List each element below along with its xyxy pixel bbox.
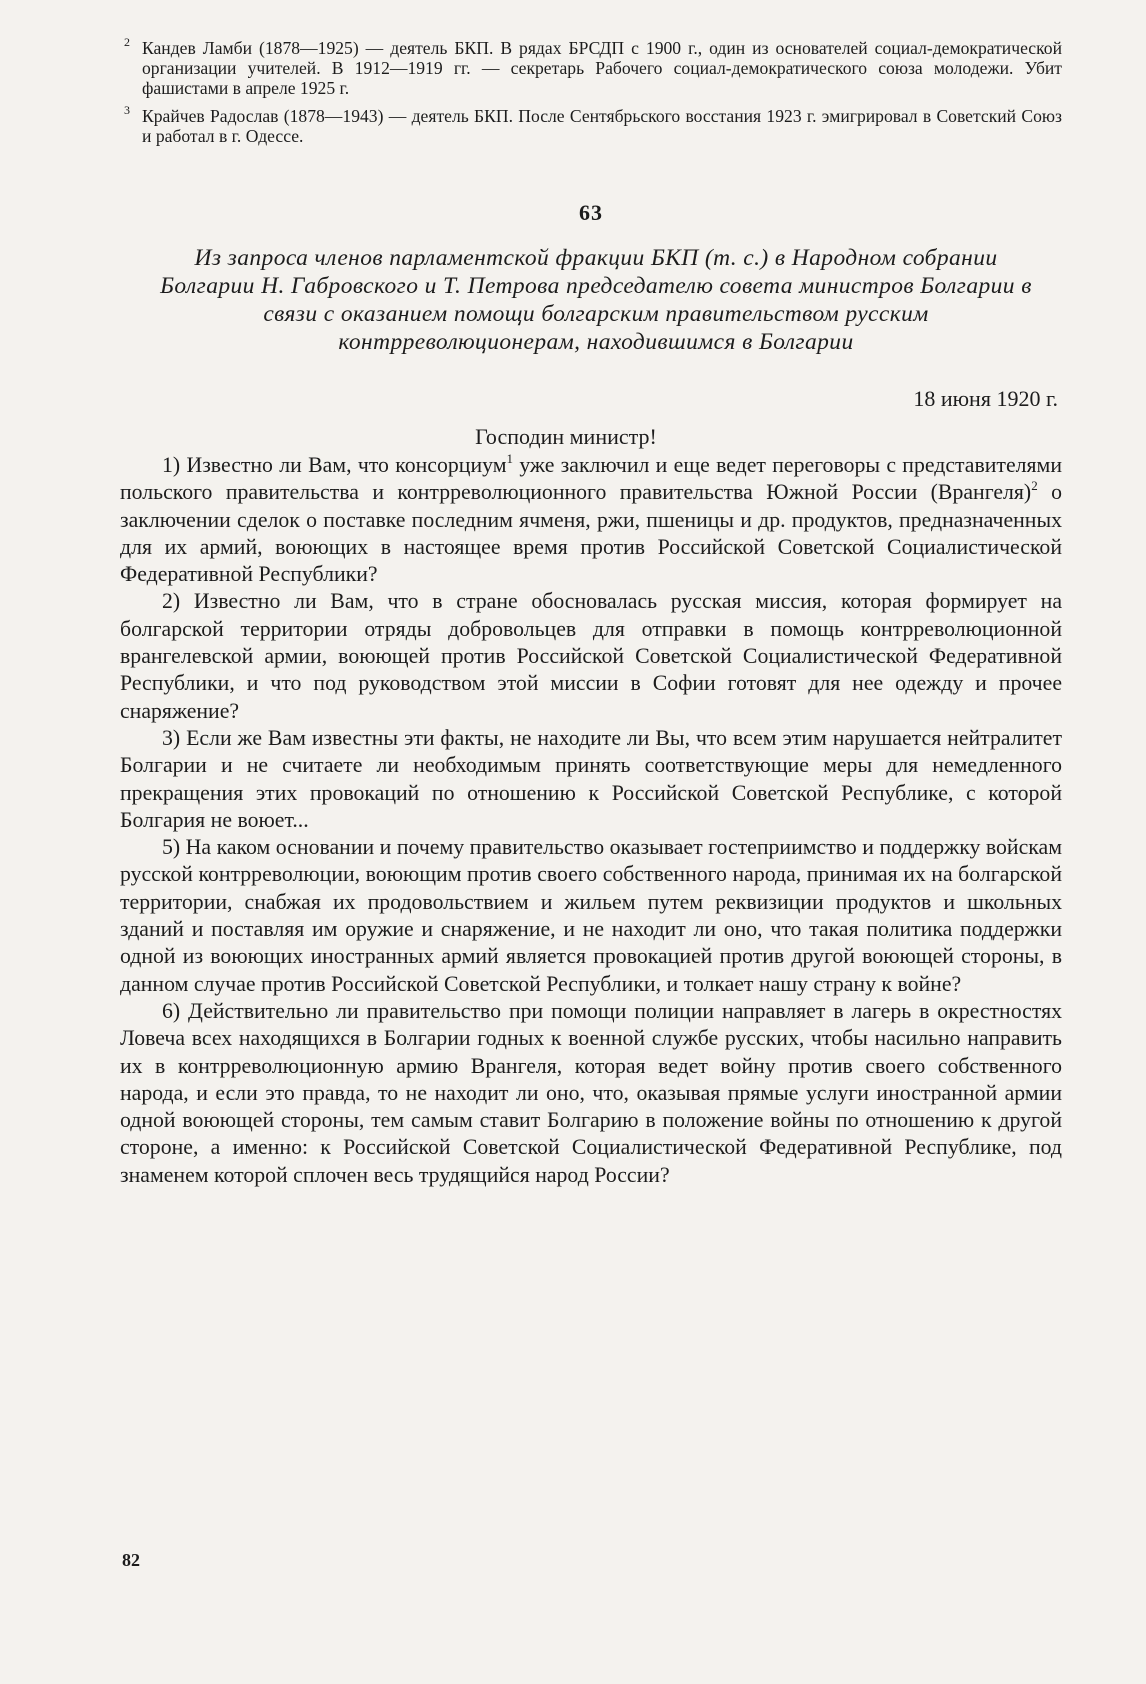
footnote-3-text: Крайчев Радослав (1878—1943) — деятель БКП. После Сентябрьского восстания 1923 г. эмигрировал в Советский Союз и работал в г. Одессе. (142, 106, 1062, 146)
paragraph-1-part-a: 1) Известно ли Вам, что консорциум (162, 453, 507, 477)
paragraph-1-part-c: о заключении сделок о поставке последним ячменя, ржи, пшеницы и др. продуктов, предназначенных для их армий, воюющих в настоящее время против Российской Советской Социалистической Федеративной Республики? (120, 480, 1062, 587)
paragraph-3: 3) Если же Вам известны эти факты, не находите ли Вы, что всем этим нарушается нейтралитет Болгарии и не считаете ли необходимым принять соответствующие меры для немедленного прекращения этих провокаций по отношению к Российской Советской Республике, с которой Болгария не воюет... (120, 725, 1062, 832)
footnote-ref-1: 1 (506, 451, 514, 466)
document-number: 63 (579, 200, 603, 225)
salutation: Господин министр! (475, 424, 657, 449)
footnote-2 (120, 35, 1062, 98)
paragraph-1-part-b: уже заключил и еще ведет переговоры с представителями польского правительства и контрреволюционного правительства Южной России (Врангеля) (120, 453, 1062, 505)
paragraph-5: 5) На каком основании и почему правительство оказывает гостеприимство и поддержку войскам русской контрреволюции, воюющим против своего собственного народа, принимая их на болгарской территории, снабжая их продовольствием и жильем путем реквизиции продуктов и школьных зданий и поставляя им оружие и снаряжение, и не находит ли оно, что такая политика поддержки одной из воюющих иностранных армий является провокацией против другой воюющей стороны, в данном случае против Российской Советской Республики, и толкает нашу страну к войне? (120, 835, 1062, 996)
paragraph-2: 2) Известно ли Вам, что в стране обосновалась русская миссия, которая формирует на болгарской территории отряды добровольцев для отправки в помощь контрреволюционной врангелевской армии, воюющей против Российской Советской Социалистической Федеративной Республики, и что под руководством этой миссии в Софии готовят для нее одежду и прочее снаряжение? (120, 589, 1062, 723)
footnote-2-text: Кандев Ламби (1878—1925) — деятель БКП. В рядах БРСДП с 1900 г., один из основателей социал-демократической организации учителей. В 1912—1919 гг. — секретарь Рабочего социал-демократического союза молодежи. Убит фашистами в апреле 1925 г. (142, 38, 1062, 98)
paragraph-6: 6) Действительно ли правительство при помощи полиции направляет в лагерь в окрестностях Ловеча всех находящихся в Болгарии годных к военной службе русских, чтобы насильно направить их в контрреволюционную армию Врангеля, которая ведет войну против своего собственного народа, и если это правда, то не находит ли оно, что, оказывая прямые услуги иностранной армии одной воюющей стороны, тем самым ставит Болгарию в положение войны по отношению к другой стороне, а именно: к Российской Советской Социалистической Федеративной Республике, под знаменем которой сплочен весь трудящийся народ России? (120, 998, 1062, 1187)
footnote-ref-2: 2 (1031, 478, 1038, 494)
footnote-3-number: 3 (124, 103, 130, 117)
footnotes (120, 35, 1062, 146)
document-date: 18 июня 1920 г. (913, 386, 1058, 411)
document-body (120, 452, 1062, 1189)
footnote-3 (120, 103, 1062, 146)
paragraph-1 (120, 452, 1062, 588)
page-content (120, 35, 1062, 1189)
page-number: 82 (122, 1550, 140, 1570)
footnote-2-number: 2 (124, 35, 130, 49)
document-title: Из запроса членов парламентской фракции БКП (т. с.) в Народном собрании Болгарии Н. Габровского и Т. Петрова председателю совета министров Болгарии в связи с оказанием помощи болгарским правительством русским контрреволюционерам, находившимся в Болгарии (160, 245, 1032, 355)
